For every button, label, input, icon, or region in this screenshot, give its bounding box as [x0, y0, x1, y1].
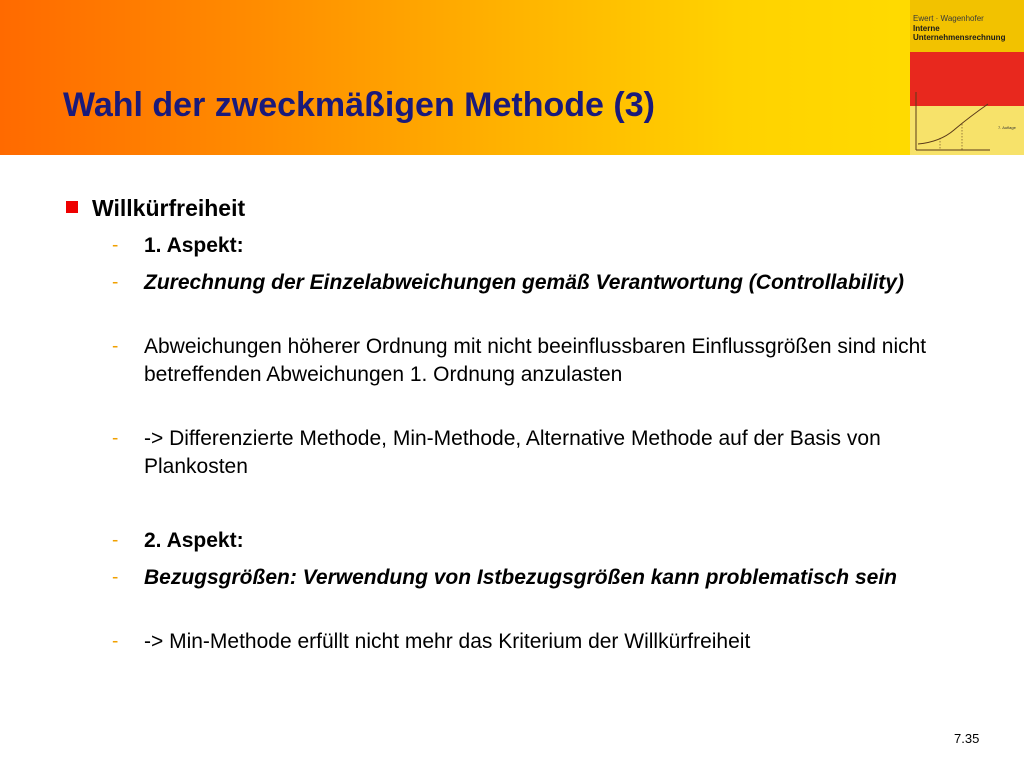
bullet-heading: Willkürfreiheit	[92, 195, 246, 221]
dash-bullet-icon: -	[112, 235, 119, 256]
dash-bullet-icon: -	[112, 428, 119, 449]
page-number: 7.35	[954, 731, 980, 746]
list-item-text: Zurechnung der Einzelabweichungen gemäß Verantwortung (Controllability)	[144, 271, 904, 294]
dash-bullet-icon: -	[112, 336, 119, 357]
book-title-line1: Interne	[913, 24, 940, 33]
list-item-text: Bezugsgrößen: Verwendung von Istbezugsgrößen kann problematisch sein	[144, 566, 897, 589]
list-item-text: 1. Aspekt:	[144, 234, 244, 257]
dash-bullet-icon: -	[112, 272, 119, 293]
dash-bullet-icon: -	[112, 567, 119, 588]
list-item-text: -> Differenzierte Methode, Min-Methode, Alternative Methode auf der Basis von Plankosten	[144, 427, 881, 478]
dash-bullet-icon: -	[112, 530, 119, 551]
list-item-text: -> Min-Methode erfüllt nicht mehr das Kriterium der Willkürfreiheit	[144, 630, 751, 653]
list-item-text: 2. Aspekt:	[144, 529, 244, 552]
dash-bullet-icon: -	[112, 631, 119, 652]
book-author: Ewert · Wagenhofer	[913, 14, 984, 23]
bullet-square-icon	[66, 201, 78, 213]
slide-title: Wahl der zweckmäßigen Methode (3)	[63, 86, 655, 124]
list-item-text: Abweichungen höherer Ordnung mit nicht beeinflussbaren Einflussgrößen sind nicht betreffenden Abweichungen 1. Ordnung anzulasten	[144, 335, 927, 386]
book-title-line2: Unternehmensrechnung	[913, 33, 1006, 42]
book-edition-label: 7. Auflage	[998, 125, 1016, 130]
